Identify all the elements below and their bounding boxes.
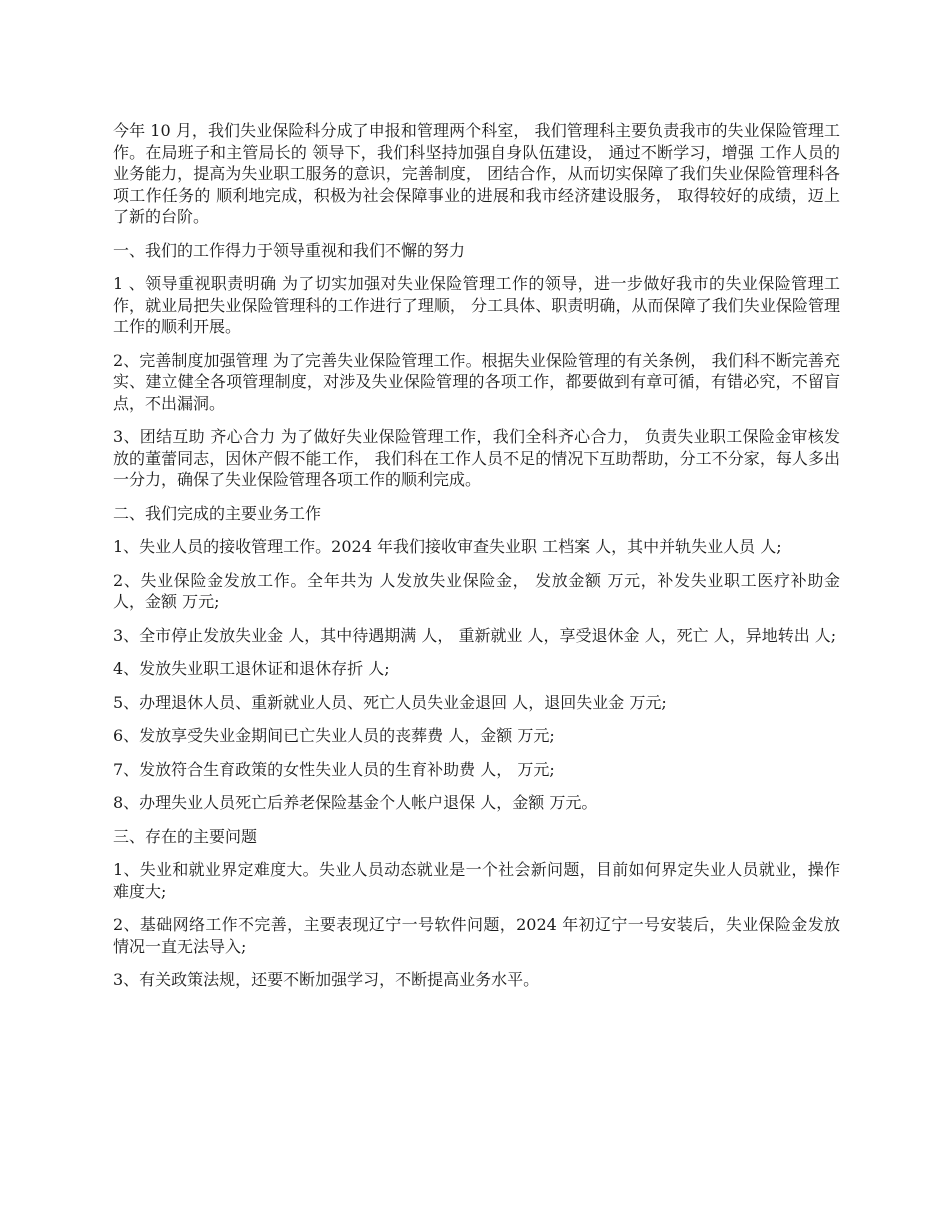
section-heading-2: 二、我们完成的主要业务工作 — [113, 503, 322, 523]
section1-item-2: 2、完善制度加强管理 为了完善失业保险管理工作。根据失业保险管理的有关条例， 我们科不断完善充实、建立健全各项管理制度，对涉及失业保险管理的各项工作，都要做到有章可循，有错必究，不留盲点，不出漏洞。 — [113, 350, 840, 413]
section2-item-1: 1、失业人员的接收管理工作。2024 年我们接收审查失业职 工档案 人，其中并轨失业人员 人; — [113, 537, 782, 556]
section1-item-1: 1 、领导重视职责明确 为了切实加强对失业保险管理工作的领导，进一步做好我市的失业保险管理工作，就业局把失业保险管理科的工作进行了理顺， 分工具体、职责明确，从而保障了我们失业保险管理工作的顺利开展。 — [113, 274, 840, 336]
section1-item-3: 3、团结互助 齐心合力 为了做好失业保险管理工作，我们全科齐心合力， 负责失业职工保险金审核发放的董蕾同志，因休产假不能工作， 我们科在工作人员不足的情况下互助帮助，分工不分家，每人多出一分力，确保了失业保险管理各项工作的顺利完成。 — [113, 427, 840, 489]
document-body — [113, 120, 840, 1003]
section2-item-2: 2、失业保险金发放工作。全年共为 人发放失业保险金， 发放金额 万元，补发失业职工医疗补助金 人，金额 万元; — [113, 570, 840, 611]
section2-item-3: 3、全市停止发放失业金 人，其中待遇期满 人， 重新就业 人，享受退休金 人，死亡 人，异地转出 人; — [113, 625, 837, 645]
section3-item-3: 3、有关政策法规，还要不断加强学习，不断提高业务水平。 — [113, 970, 540, 989]
section3-item-2: 2、基础网络工作不完善，主要表现辽宁一号软件问题，2024 年初辽宁一号安装后，失业保险金发放情况一直无法导入; — [113, 915, 840, 956]
intro-paragraph: 今年 10 月，我们失业保险科分成了申报和管理两个科室， 我们管理科主要负责我市的失业保险管理工作。在局班子和主管局长的 领导下，我们科坚持加强自身队伍建设， 通过不断学习，增强 工作人员的业务能力，提高为失业职工服务的意识，完善制度， 团结合作，从而切实保障了我们失业保险管理科各项工作任务的 顺利地完成，积极为社会保障事业的进展和我市经济建设服务， 取得较好的成绩，迈上了新的台阶。 — [113, 121, 840, 226]
section2-item-8: 8、办理失业人员死亡后养老保险基金个人帐户退保 人，金额 万元。 — [113, 793, 598, 812]
section2-item-7: 7、发放符合生育政策的女性失业人员的生育补助费 人， 万元; — [113, 759, 555, 779]
section2-item-6: 6、发放享受失业金期间已亡失业人员的丧葬费 人，金额 万元; — [113, 726, 555, 745]
section-heading-1: 一、我们的工作得力于领导重视和我们不懈的努力 — [113, 240, 466, 260]
section3-item-1: 1、失业和就业界定难度大。失业人员动态就业是一个社会新问题，目前如何界定失业人员就业，操作难度大; — [113, 860, 840, 901]
section2-item-4: 4、发放失业职工退休证和退休存折 人; — [113, 659, 390, 678]
section-heading-3: 三、存在的主要问题 — [113, 826, 258, 846]
section2-item-5: 5、办理退休人员、重新就业人员、死亡人员失业金退回 人，退回失业金 万元; — [113, 692, 667, 712]
